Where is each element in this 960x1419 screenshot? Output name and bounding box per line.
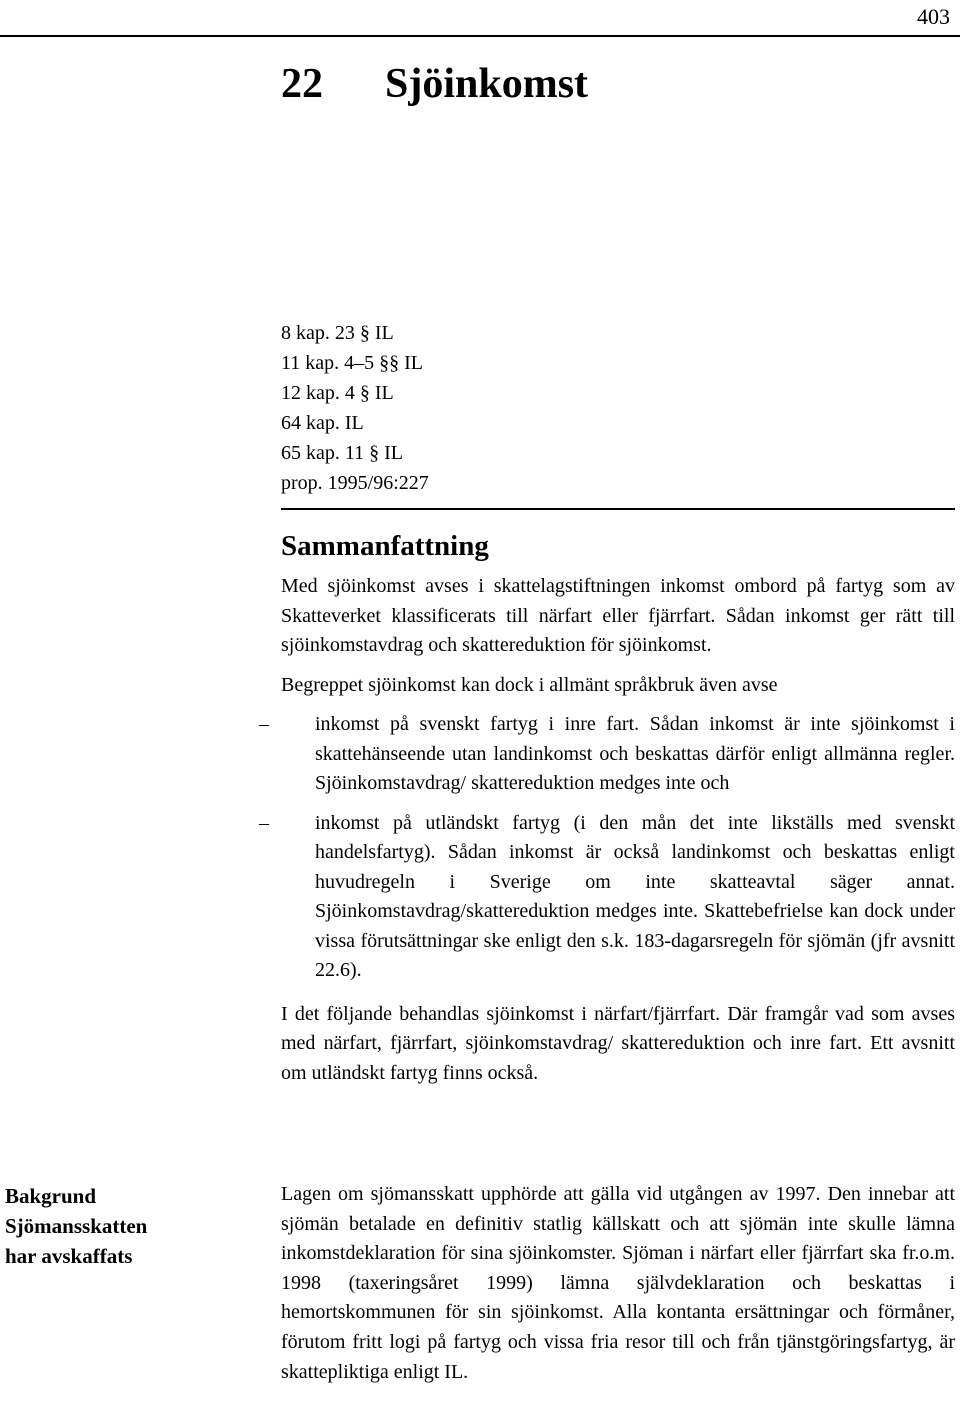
dash-item-text: inkomst på utländskt fartyg (i den mån det inte likställs med svenskt handelsfartyg). Sådan inkomst är också landinkomst och beskattas enligt huvudregeln i Sverige om inte skatteavtal säger annat. Sjöinkomstavdrag/skattereduktion medges inte. Skattebefrielse kan dock under vissa förutsättningar ske enligt den s.k. 183-dagarsregeln för sjömän (jfr avsnitt 22.6). xyxy=(315,811,955,981)
chapter-number: 22 xyxy=(281,61,323,107)
chapter-name: Sjöinkomst xyxy=(385,61,589,107)
reference-item: 8 kap. 23 § IL xyxy=(281,322,394,344)
dash-list-item xyxy=(259,710,955,799)
reference-item: 65 kap. 11 § IL xyxy=(281,442,404,464)
background-section xyxy=(281,1180,955,1387)
dash-marker: – xyxy=(259,811,269,834)
margin-note-line: Bakgrund xyxy=(5,1184,97,1208)
background-paragraph: Lagen om sjömansskatt upphörde att gälla vid utgången av 1997. Den innebar att sjömän betalade en definitiv statlig källskatt och att sjömän inte skulle lämna inkomstdeklaration för sina sjöinkomster. Sjöman i närfart eller fjärrfart ska fr.o.m. 1998 (taxeringsåret 1999) lämna självdeklaration och beskattas i hemortskommunen för sin sjöinkomst. Alla kontanta ersättningar och förmåner, förutom fritt logi på fartyg och vissa fria resor till och från tjänstgöringsfartyg, är skattepliktiga enligt IL. xyxy=(281,1183,955,1383)
summary-paragraph: Begreppet sjöinkomst kan dock i allmänt språkbruk även avse xyxy=(281,673,778,696)
reference-item: 12 kap. 4 § IL xyxy=(281,382,394,404)
margin-note xyxy=(5,1181,147,1271)
dash-list-item xyxy=(259,809,955,986)
header-rule xyxy=(0,35,960,37)
page-number: 403 xyxy=(917,4,950,29)
dash-marker: – xyxy=(259,713,269,735)
summary-paragraph: Med sjöinkomst avses i skattelagstiftningen inkomst ombord på fartyg som av Skatteverket klassificerats till närfart eller fjärrfart. Sådan inkomst ger rätt till sjöinkomstavdrag och skattereduktion för sjöinkomst. xyxy=(281,575,955,656)
summary-heading: Sammanfattning xyxy=(281,530,489,562)
reference-item: prop. 1995/96:227 xyxy=(281,472,429,494)
legal-references xyxy=(281,318,429,498)
reference-item: 64 kap. IL xyxy=(281,412,364,434)
margin-note-line: Sjömansskatten xyxy=(5,1214,148,1238)
chapter-title xyxy=(281,60,588,108)
dash-item-text: inkomst på svenskt fartyg i inre fart. Sådan inkomst är inte sjöinkomst i skattehänseende utan landinkomst och beskattas därför enligt allmänna regler. Sjöinkomstavdrag/ skattereduktion medges inte och xyxy=(315,713,955,794)
reference-item: 11 kap. 4–5 §§ IL xyxy=(281,352,424,374)
section-rule xyxy=(281,508,955,510)
summary-section xyxy=(259,528,955,1088)
margin-note-line: har avskaffats xyxy=(5,1244,133,1268)
summary-paragraph: I det följande behandlas sjöinkomst i närfart/fjärrfart. Där framgår vad som avses med närfart, fjärrfart, sjöinkomstavdrag/ skattereduktion och inre fart. Ett avsnitt om utländskt fartyg finns också. xyxy=(281,1002,955,1084)
